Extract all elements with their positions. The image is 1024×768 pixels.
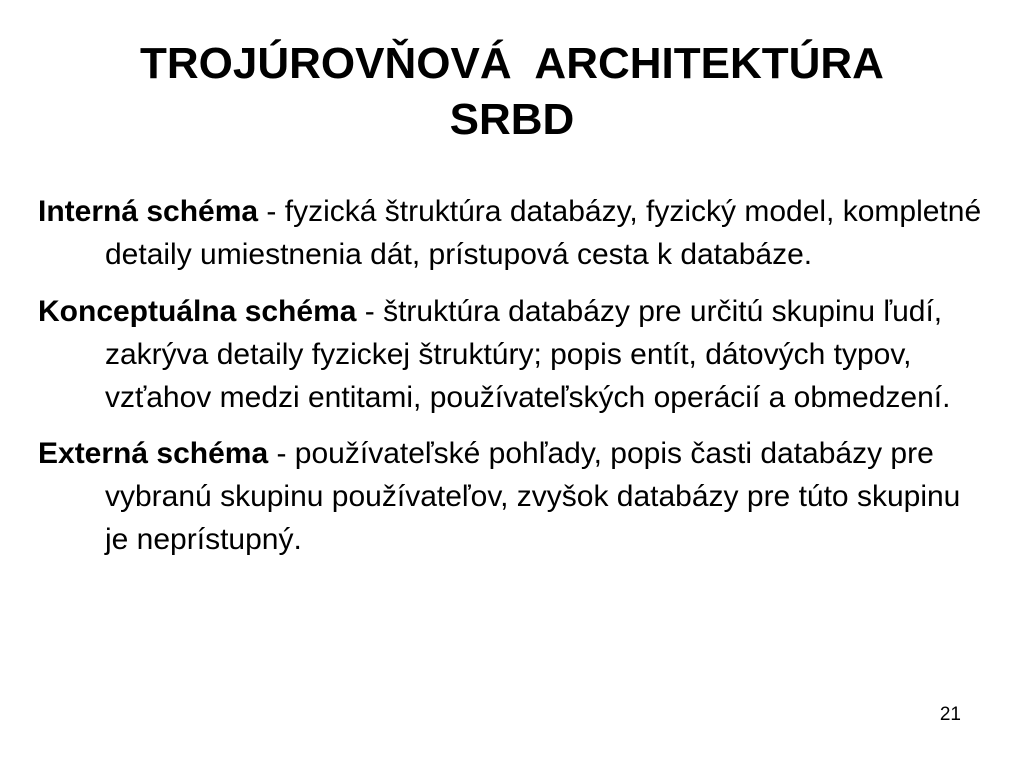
internal-schema-term: Interná schéma (38, 195, 259, 228)
slide-title (40, 36, 984, 148)
external-schema-term: Externá schéma (38, 437, 269, 470)
internal-schema-definition (38, 190, 988, 276)
slide-title-line-2: SRBD (449, 95, 575, 144)
conceptual-schema-term: Konceptuálna schéma (38, 295, 357, 328)
external-schema-definition (38, 432, 988, 561)
conceptual-schema-description: - štruktúra databázy pre určitú skupinu ľudí, zakrýva detaily fyzickej štruktúry; popis entít, dátových typov, vzťahov medzi entitami, používateľských operácií a obmedzení. (105, 295, 951, 414)
internal-schema-description: - fyzická štruktúra databázy, fyzický model, kompletné detaily umiestnenia dát, prístupová cesta k databáze. (105, 195, 982, 271)
schema-definitions (38, 190, 988, 575)
conceptual-schema-definition (38, 290, 988, 419)
slide-page-number: 21 (939, 704, 961, 725)
external-schema-description: - používateľské pohľady, popis časti databázy pre vybranú skupinu používateľov, zvyšok databázy pre túto skupinu je neprístupný. (105, 437, 961, 556)
slide-title-line-1: TROJÚROVŇOVÁ ARCHITEKTÚRA (140, 39, 884, 88)
